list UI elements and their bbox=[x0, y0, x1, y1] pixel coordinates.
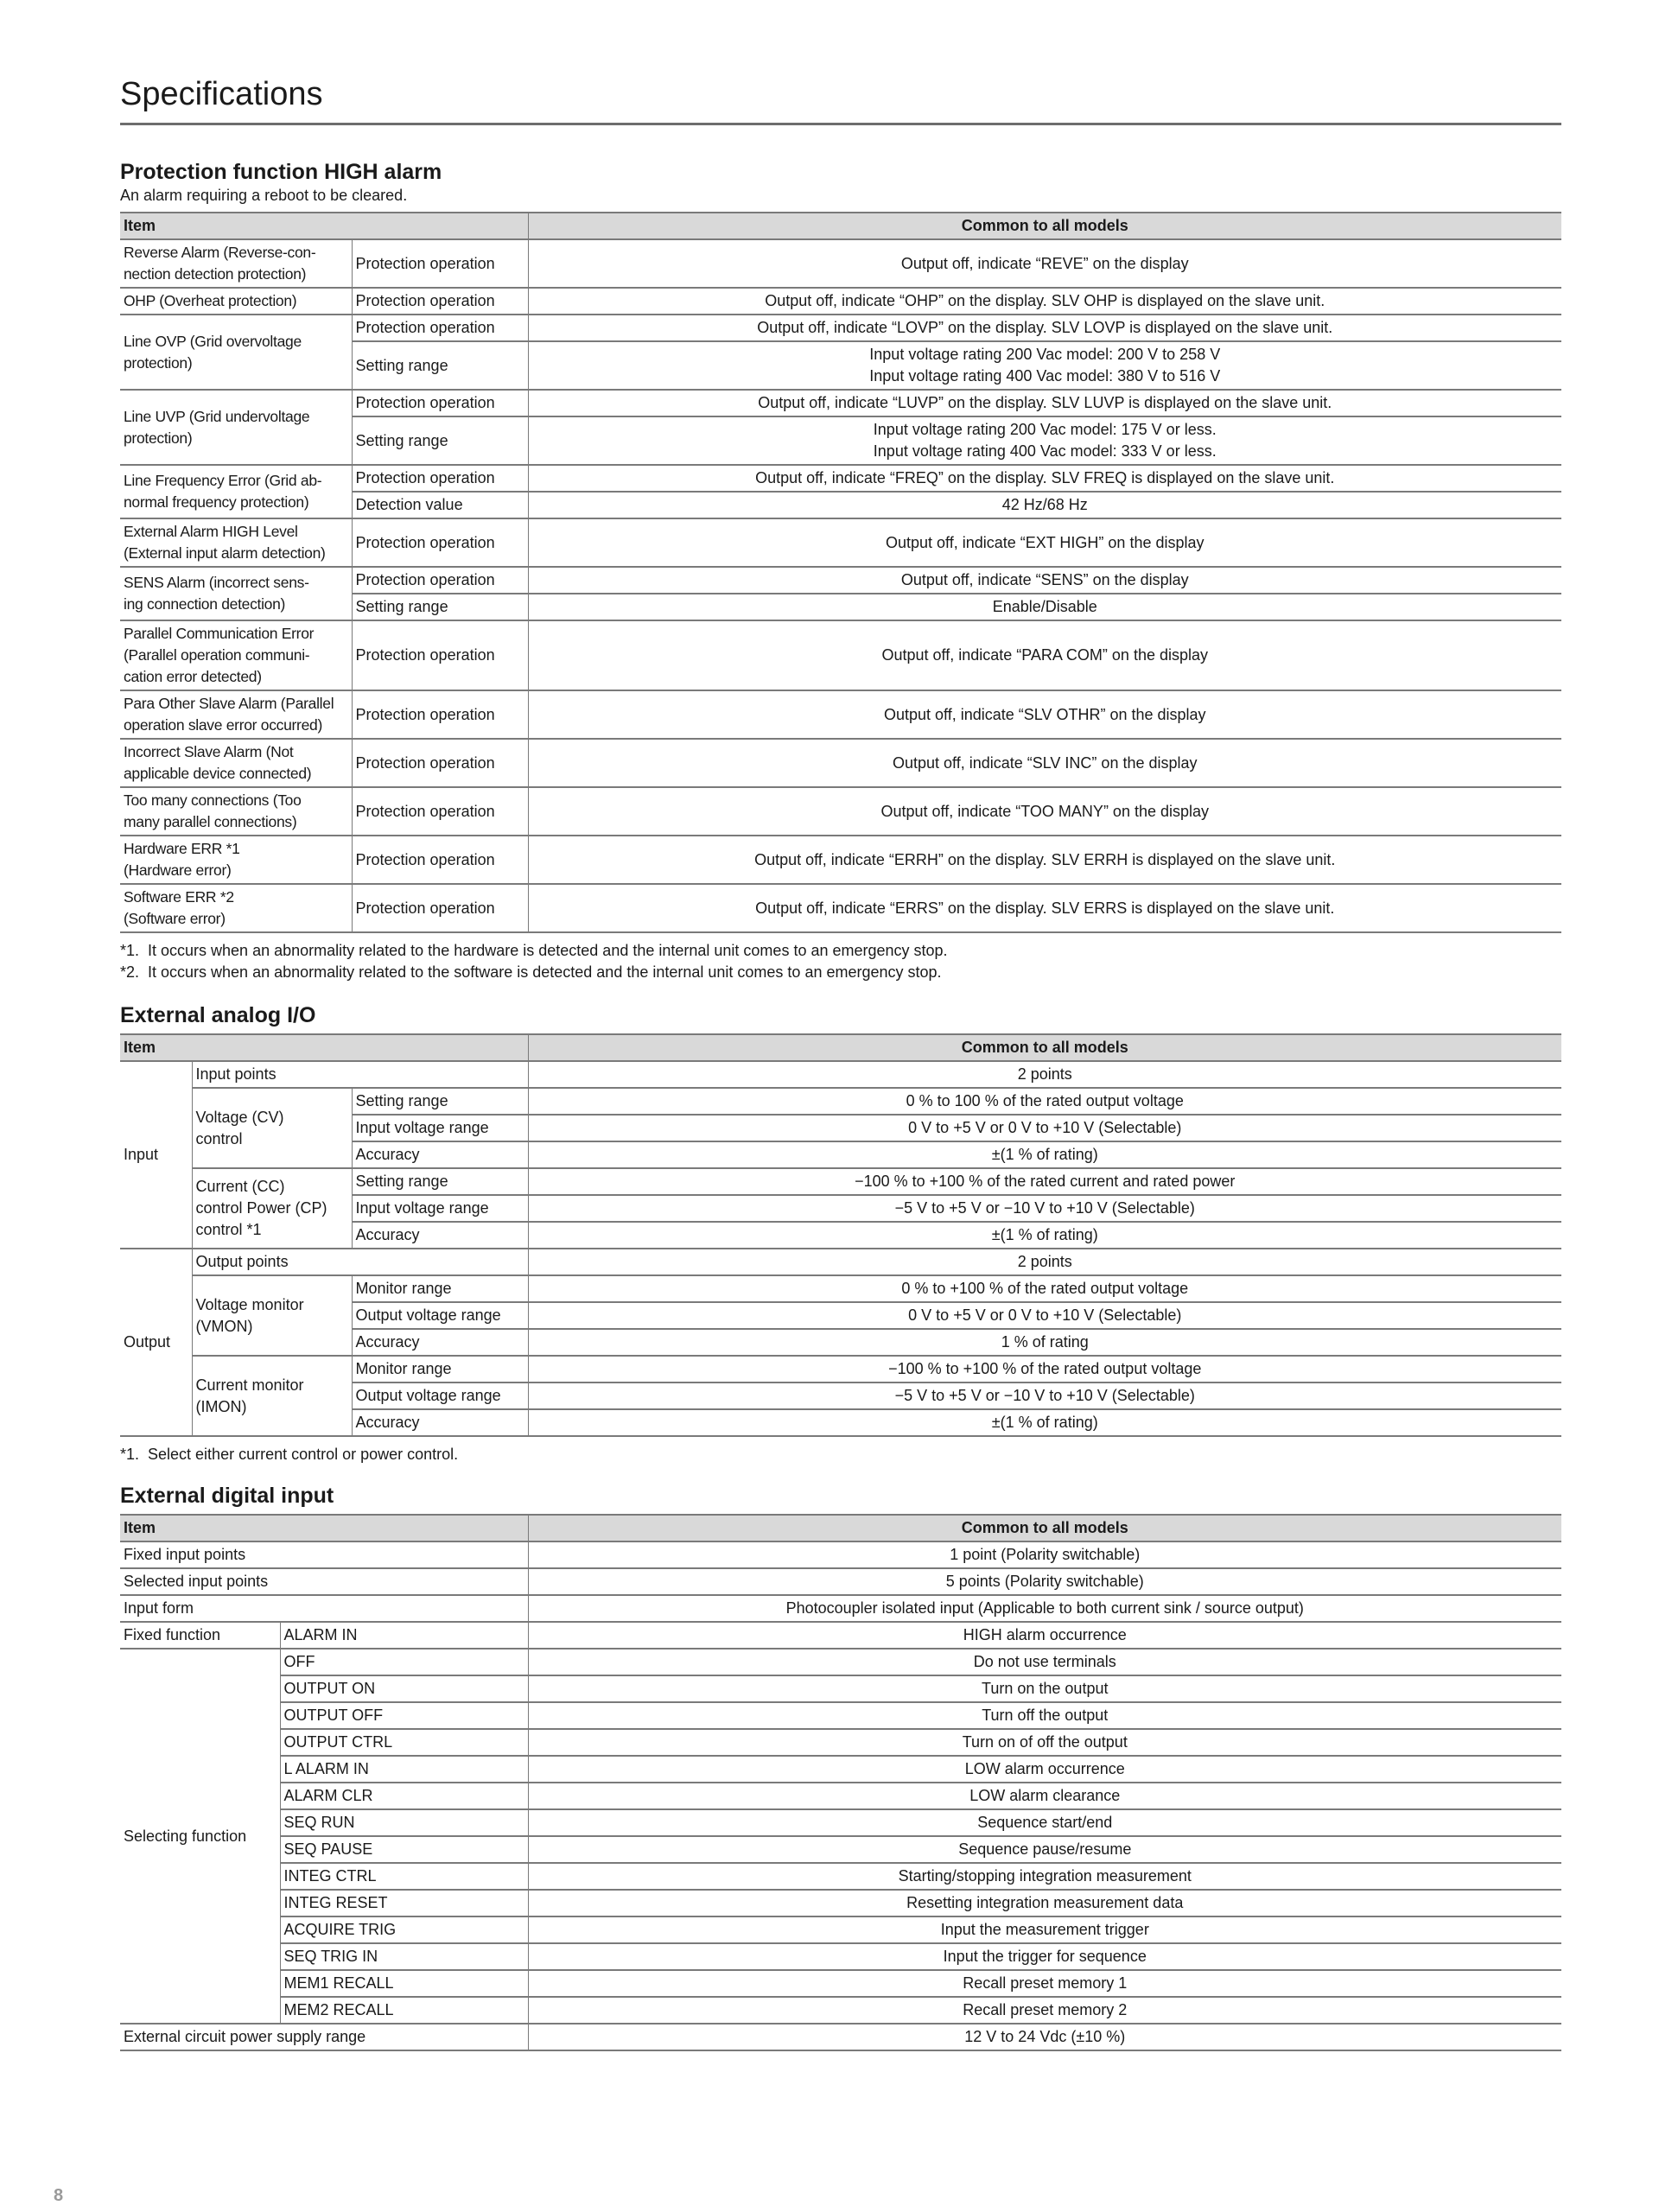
param-label: Input voltage range bbox=[352, 1115, 528, 1141]
function-label: SEQ PAUSE bbox=[280, 1836, 528, 1863]
item-name: Para Other Slave Alarm (Parallel operation slave error occurred) bbox=[120, 690, 352, 739]
table-row bbox=[120, 884, 1561, 932]
section-heading-protection: Protection function HIGH alarm bbox=[120, 160, 442, 184]
table-row bbox=[120, 1916, 1561, 1943]
function-label: L ALARM IN bbox=[280, 1756, 528, 1783]
spec-value: 0 V to +5 V or 0 V to +10 V (Selectable) bbox=[528, 1302, 1561, 1329]
function-label: SEQ TRIG IN bbox=[280, 1943, 528, 1970]
table-row bbox=[120, 239, 1561, 288]
spec-value: −100 % to +100 % of the rated current and rated power bbox=[528, 1168, 1561, 1195]
table-row bbox=[120, 1088, 1561, 1115]
table-row bbox=[120, 739, 1561, 787]
item-name: Fixed function bbox=[120, 1622, 280, 1649]
item-name: Incorrect Slave Alarm (Not applicable device connected) bbox=[120, 739, 352, 787]
function-label: MEM2 RECALL bbox=[280, 1997, 528, 2024]
function-label: SEQ RUN bbox=[280, 1809, 528, 1836]
spec-value: 0 % to 100 % of the rated output voltage bbox=[528, 1088, 1561, 1115]
sub-item-label: Protection operation bbox=[352, 787, 528, 836]
spec-value: Output off, indicate “PARA COM” on the display bbox=[528, 620, 1561, 690]
sub-item-label: Protection operation bbox=[352, 288, 528, 315]
sub-item-label: Protection operation bbox=[352, 518, 528, 567]
spec-value: Turn on of off the output bbox=[528, 1729, 1561, 1756]
sub-item-label: Output points bbox=[192, 1249, 528, 1275]
header-common: Common to all models bbox=[528, 1034, 1561, 1061]
item-name: Line UVP (Grid undervoltage protection) bbox=[120, 390, 352, 465]
item-name: Reverse Alarm (Reverse-con- nection detection protection) bbox=[120, 239, 352, 288]
sub-item-label: Voltage (CV) control bbox=[192, 1088, 352, 1168]
table-row bbox=[120, 1783, 1561, 1809]
spec-value: Do not use terminals bbox=[528, 1649, 1561, 1675]
spec-value: 2 points bbox=[528, 1061, 1561, 1088]
spec-value: 12 V to 24 Vdc (±10 %) bbox=[528, 2024, 1561, 2050]
item-name: SENS Alarm (incorrect sens- ing connection detection) bbox=[120, 567, 352, 620]
table-row bbox=[120, 1541, 1561, 1568]
spec-value: Resetting integration measurement data bbox=[528, 1890, 1561, 1916]
spec-value: ±(1 % of rating) bbox=[528, 1141, 1561, 1168]
page-number: 8 bbox=[54, 2186, 64, 2205]
table-row bbox=[120, 1356, 1561, 1382]
spec-value: Enable/Disable bbox=[528, 594, 1561, 620]
spec-value: −5 V to +5 V or −10 V to +10 V (Selectable) bbox=[528, 1195, 1561, 1222]
item-name: Hardware ERR *1 (Hardware error) bbox=[120, 836, 352, 884]
param-label: Output voltage range bbox=[352, 1382, 528, 1409]
spec-value: LOW alarm clearance bbox=[528, 1783, 1561, 1809]
sub-item-label: Protection operation bbox=[352, 836, 528, 884]
function-label: OUTPUT OFF bbox=[280, 1702, 528, 1729]
function-label: OUTPUT ON bbox=[280, 1675, 528, 1702]
sub-item-label: Protection operation bbox=[352, 239, 528, 288]
table-row bbox=[120, 1756, 1561, 1783]
param-label: Accuracy bbox=[352, 1141, 528, 1168]
table-row bbox=[120, 1675, 1561, 1702]
sub-item-label: Protection operation bbox=[352, 739, 528, 787]
spec-value: Output off, indicate “FREQ” on the display. SLV FREQ is displayed on the slave unit. bbox=[528, 465, 1561, 492]
item-name: Parallel Communication Error (Parallel operation communi- cation error detected) bbox=[120, 620, 352, 690]
header-common: Common to all models bbox=[528, 1515, 1561, 1541]
item-name: Selecting function bbox=[120, 1649, 280, 2024]
table-row bbox=[120, 787, 1561, 836]
sub-item-label: Setting range bbox=[352, 594, 528, 620]
item-name: External Alarm HIGH Level (External input alarm detection) bbox=[120, 518, 352, 567]
param-label: Accuracy bbox=[352, 1329, 528, 1356]
table-row bbox=[120, 465, 1561, 492]
function-label: ACQUIRE TRIG bbox=[280, 1916, 528, 1943]
table-row bbox=[120, 1970, 1561, 1997]
analog-footnote: *1. Select either current control or power control. bbox=[120, 1446, 459, 1463]
spec-value: 1 point (Polarity switchable) bbox=[528, 1541, 1561, 1568]
function-label: OUTPUT CTRL bbox=[280, 1729, 528, 1756]
table-header-row bbox=[120, 213, 1561, 239]
spec-value: Output off, indicate “OHP” on the display. SLV OHP is displayed on the slave unit. bbox=[528, 288, 1561, 315]
spec-value: −5 V to +5 V or −10 V to +10 V (Selectable) bbox=[528, 1382, 1561, 1409]
table-row bbox=[120, 690, 1561, 739]
item-name: Fixed input points bbox=[120, 1541, 528, 1568]
spec-value: Output off, indicate “SLV OTHR” on the display bbox=[528, 690, 1561, 739]
spec-value: Output off, indicate “LUVP” on the display. SLV LUVP is displayed on the slave unit. bbox=[528, 390, 1561, 416]
table-row bbox=[120, 1890, 1561, 1916]
spec-value: Recall preset memory 2 bbox=[528, 1997, 1561, 2024]
function-label: OFF bbox=[280, 1649, 528, 1675]
title-divider bbox=[120, 123, 1561, 125]
table-row bbox=[120, 1275, 1561, 1302]
table-row bbox=[120, 1568, 1561, 1595]
param-label: Setting range bbox=[352, 1168, 528, 1195]
table-row bbox=[120, 1729, 1561, 1756]
table-row bbox=[120, 1997, 1561, 2024]
param-label: Output voltage range bbox=[352, 1302, 528, 1329]
header-item: Item bbox=[120, 1034, 528, 1061]
table-row bbox=[120, 836, 1561, 884]
spec-value: Output off, indicate “TOO MANY” on the display bbox=[528, 787, 1561, 836]
sub-item-label: Input points bbox=[192, 1061, 528, 1088]
group-label: Output bbox=[120, 1249, 192, 1436]
spec-value: 0 V to +5 V or 0 V to +10 V (Selectable) bbox=[528, 1115, 1561, 1141]
spec-value: Photocoupler isolated input (Applicable to both current sink / source output) bbox=[528, 1595, 1561, 1622]
table-row bbox=[120, 1943, 1561, 1970]
spec-value: 2 points bbox=[528, 1249, 1561, 1275]
page-title: Specifications bbox=[120, 76, 323, 112]
table-row bbox=[120, 1595, 1561, 1622]
spec-value: Output off, indicate “ERRH” on the display. SLV ERRH is displayed on the slave unit. bbox=[528, 836, 1561, 884]
table-row bbox=[120, 315, 1561, 341]
table-row bbox=[120, 1061, 1561, 1088]
sub-item-label: Protection operation bbox=[352, 465, 528, 492]
page-content bbox=[120, 74, 1561, 2051]
sub-item-label: Voltage monitor (VMON) bbox=[192, 1275, 352, 1356]
spec-value: Turn off the output bbox=[528, 1702, 1561, 1729]
table-row bbox=[120, 1836, 1561, 1863]
sub-item-label: Setting range bbox=[352, 416, 528, 465]
sub-item-label: Protection operation bbox=[352, 620, 528, 690]
spec-value: Input the trigger for sequence bbox=[528, 1943, 1561, 1970]
spec-value: ±(1 % of rating) bbox=[528, 1409, 1561, 1436]
header-item: Item bbox=[120, 1515, 528, 1541]
table-header-row bbox=[120, 1515, 1561, 1541]
table-row bbox=[120, 518, 1561, 567]
table-row bbox=[120, 1168, 1561, 1195]
spec-value: Output off, indicate “REVE” on the display bbox=[528, 239, 1561, 288]
spec-value: Output off, indicate “SLV INC” on the display bbox=[528, 739, 1561, 787]
table-row bbox=[120, 1249, 1561, 1275]
spec-value: Input voltage rating 200 Vac model: 200 V to 258 V Input voltage rating 400 Vac model: 380 V to 516 V bbox=[528, 341, 1561, 390]
table-row bbox=[120, 1863, 1561, 1890]
function-label: ALARM CLR bbox=[280, 1783, 528, 1809]
spec-value: LOW alarm occurrence bbox=[528, 1756, 1561, 1783]
spec-value: Turn on the output bbox=[528, 1675, 1561, 1702]
sub-item-label: Protection operation bbox=[352, 567, 528, 594]
header-item: Item bbox=[120, 213, 528, 239]
function-label: INTEG CTRL bbox=[280, 1863, 528, 1890]
item-name: Too many connections (Too many parallel connections) bbox=[120, 787, 352, 836]
spec-value: 0 % to +100 % of the rated output voltage bbox=[528, 1275, 1561, 1302]
section-heading-digital: External digital input bbox=[120, 1484, 334, 1508]
spec-value: Starting/stopping integration measurement bbox=[528, 1863, 1561, 1890]
spec-value: Input voltage rating 200 Vac model: 175 V or less. Input voltage rating 400 Vac model: 333 V or less. bbox=[528, 416, 1561, 465]
sub-item-label: Current (CC) control Power (CP) control *1 bbox=[192, 1168, 352, 1249]
item-name: Software ERR *2 (Software error) bbox=[120, 884, 352, 932]
spec-value: Input the measurement trigger bbox=[528, 1916, 1561, 1943]
spec-value: Output off, indicate “ERRS” on the display. SLV ERRS is displayed on the slave unit. bbox=[528, 884, 1561, 932]
item-name: Input form bbox=[120, 1595, 528, 1622]
param-label: Input voltage range bbox=[352, 1195, 528, 1222]
analog-io-table bbox=[120, 1033, 1561, 1437]
protection-subtitle: An alarm requiring a reboot to be cleared. bbox=[120, 187, 408, 204]
protection-table bbox=[120, 212, 1561, 933]
sub-item-label: Protection operation bbox=[352, 315, 528, 341]
footnote-2: *2. It occurs when an abnormality related to the software is detected and the internal unit comes to an emergency stop. bbox=[120, 963, 942, 981]
item-name: External circuit power supply range bbox=[120, 2024, 528, 2050]
spec-value: Sequence start/end bbox=[528, 1809, 1561, 1836]
spec-value: Output off, indicate “LOVP” on the display. SLV LOVP is displayed on the slave unit. bbox=[528, 315, 1561, 341]
spec-value: 5 points (Polarity switchable) bbox=[528, 1568, 1561, 1595]
table-row bbox=[120, 567, 1561, 594]
spec-value: Output off, indicate “EXT HIGH” on the display bbox=[528, 518, 1561, 567]
sub-item-label: Current monitor (IMON) bbox=[192, 1356, 352, 1436]
footnote-1: *1. It occurs when an abnormality related to the hardware is detected and the internal unit comes to an emergency stop. bbox=[120, 942, 948, 959]
sub-item-label: Protection operation bbox=[352, 690, 528, 739]
sub-item-label: Detection value bbox=[352, 492, 528, 518]
table-row bbox=[120, 620, 1561, 690]
spec-value: Recall preset memory 1 bbox=[528, 1970, 1561, 1997]
param-label: Monitor range bbox=[352, 1275, 528, 1302]
table-row bbox=[120, 390, 1561, 416]
spec-value: ±(1 % of rating) bbox=[528, 1222, 1561, 1249]
item-name: Selected input points bbox=[120, 1568, 528, 1595]
table-row bbox=[120, 1702, 1561, 1729]
table-row bbox=[120, 1649, 1561, 1675]
param-label: Monitor range bbox=[352, 1356, 528, 1382]
sub-item-label: Setting range bbox=[352, 341, 528, 390]
item-name: Line Frequency Error (Grid ab- normal frequency protection) bbox=[120, 465, 352, 518]
table-row bbox=[120, 2024, 1561, 2050]
table-row bbox=[120, 1809, 1561, 1836]
function-label: ALARM IN bbox=[280, 1622, 528, 1649]
function-label: INTEG RESET bbox=[280, 1890, 528, 1916]
sub-item-label: Protection operation bbox=[352, 390, 528, 416]
spec-value: 1 % of rating bbox=[528, 1329, 1561, 1356]
param-label: Setting range bbox=[352, 1088, 528, 1115]
spec-value: −100 % to +100 % of the rated output voltage bbox=[528, 1356, 1561, 1382]
sub-item-label: Protection operation bbox=[352, 884, 528, 932]
param-label: Accuracy bbox=[352, 1409, 528, 1436]
spec-value: HIGH alarm occurrence bbox=[528, 1622, 1561, 1649]
function-label: MEM1 RECALL bbox=[280, 1970, 528, 1997]
digital-input-table bbox=[120, 1514, 1561, 2051]
spec-value: Sequence pause/resume bbox=[528, 1836, 1561, 1863]
param-label: Accuracy bbox=[352, 1222, 528, 1249]
item-name: Line OVP (Grid overvoltage protection) bbox=[120, 315, 352, 390]
group-label: Input bbox=[120, 1061, 192, 1249]
table-row bbox=[120, 1622, 1561, 1649]
spec-value: Output off, indicate “SENS” on the display bbox=[528, 567, 1561, 594]
item-name: OHP (Overheat protection) bbox=[120, 288, 352, 315]
spec-value: 42 Hz/68 Hz bbox=[528, 492, 1561, 518]
section-heading-analog: External analog I/O bbox=[120, 1003, 316, 1027]
table-row bbox=[120, 288, 1561, 315]
header-common: Common to all models bbox=[528, 213, 1561, 239]
table-header-row bbox=[120, 1034, 1561, 1061]
